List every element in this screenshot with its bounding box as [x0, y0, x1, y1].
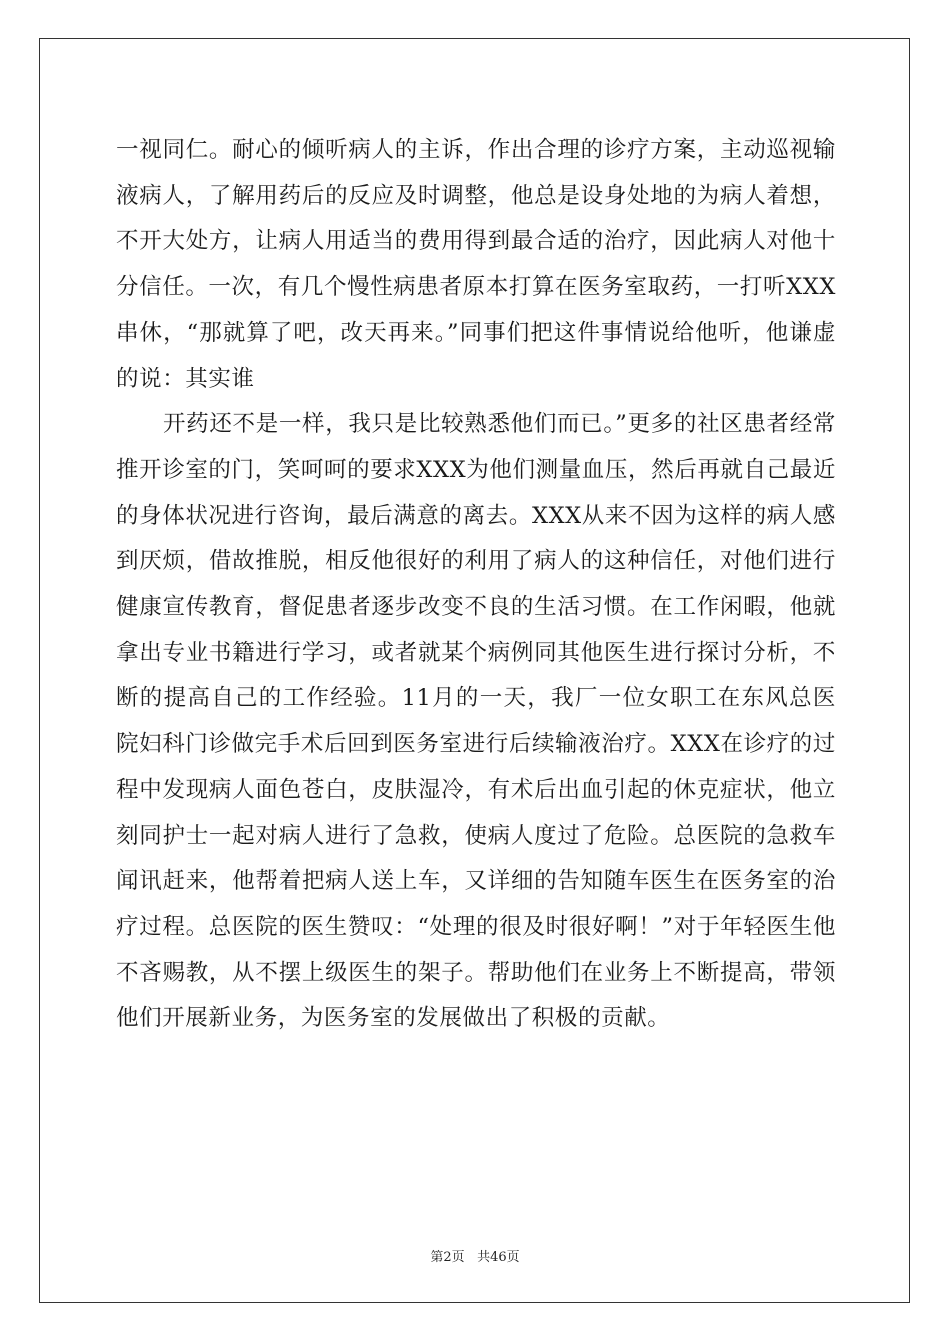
page-total: 共46页	[477, 1250, 520, 1265]
page-number: 第2页	[430, 1250, 465, 1265]
page-footer	[0, 1246, 950, 1265]
paragraph-2: 开药还不是一样，我只是比较熟悉他们而已。”更多的社区患者经常推开诊室的门，笑呵呵的要求XXX为他们测量血压，然后再就自己最近的身体状况进行咨询，最后满意的离去。XXX从来不因为这样的病人感到厌烦，借故推脱，相反他很好的利用了病人的这种信任，对他们进行健康宣传教育，督促患者逐步改变不良的生活习惯。在工作闲暇，他就拿出专业书籍进行学习，或者就某个病例同其他医生进行探讨分析，不断的提高自己的工作经验。11月的一天，我厂一位女职工在东风总医院妇科门诊做完手术后回到医务室进行后续输液治疗。XXX在诊疗的过程中发现病人面色苍白，皮肤湿冷，有术后出血引起的休克症状，他立刻同护士一起对病人进行了急救，使病人度过了危险。总医院的急救车闻讯赶来，他帮着把病人送上车，又详细的告知随车医生在医务室的治疗过程。总医院的医生赞叹：“处理的很及时很好啊！”对于年轻医生他不吝赐教，从不摆上级医生的架子。帮助他们在业务上不断提高，带领他们开展新业务，为医务室的发展做出了积极的贡献。	[116, 411, 836, 1032]
paragraph-1: 一视同仁。耐心的倾听病人的主诉，作出合理的诊疗方案，主动巡视输液病人，了解用药后的反应及时调整，他总是设身处地的为病人着想，不开大处方，让病人用适当的费用得到最合适的治疗，因此病人对他十分信任。一次，有几个慢性病患者原本打算在医务室取药，一打听XXX串休，“那就算了吧，改天再来。”同事们把这件事情说给他听，他谦虚的说：其实谁	[116, 137, 836, 392]
document-body	[116, 128, 836, 1042]
